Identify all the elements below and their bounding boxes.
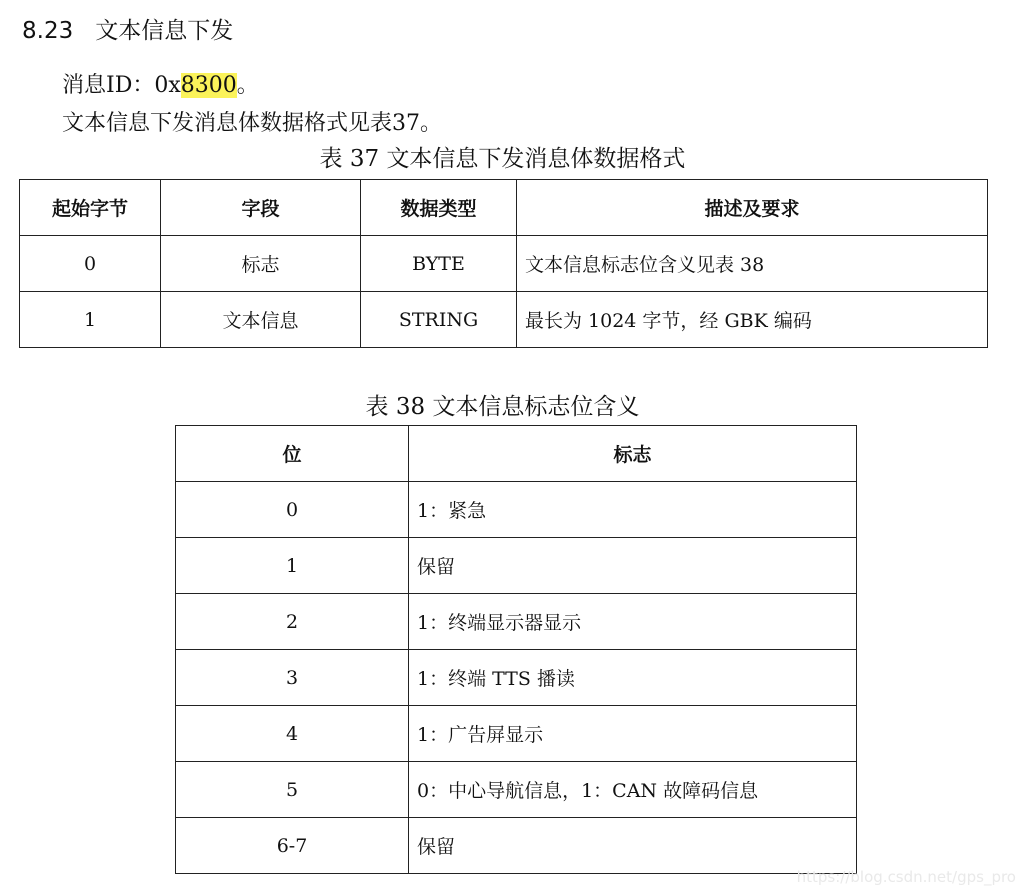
message-id-line [62,70,259,102]
message-id-prefix: 消息ID：0x [62,73,181,98]
table37-cell: 最长为 1024 字节，经 GBK 编码 [517,292,988,348]
table-row [176,594,857,650]
table37-header-data-type: 数据类型 [361,180,517,236]
table-row [176,818,857,874]
table38-header-bit: 位 [176,426,409,482]
table38-header-flag: 标志 [409,426,857,482]
table37-cell: BYTE [361,236,517,292]
table-row [176,706,857,762]
table38-cell: 保留 [409,538,857,594]
table38-cell: 4 [176,706,409,762]
message-id-suffix: 。 [236,73,259,98]
table38-cell: 1 [176,538,409,594]
table37-cell: 标志 [161,236,361,292]
table38-header-row [176,426,857,482]
table37-cell: 0 [20,236,161,292]
table38-cell: 0：中心导航信息，1：CAN 故障码信息 [409,762,857,818]
table38-cell: 0 [176,482,409,538]
table38-caption: 表 38 文本信息标志位含义 [365,394,640,420]
table37-cell: 1 [20,292,161,348]
table38-cell: 3 [176,650,409,706]
table37-header-row [20,180,988,236]
table38-cell: 6-7 [176,818,409,874]
section-number: 8.23 [22,18,74,44]
table37-header-description: 描述及要求 [517,180,988,236]
table38-cell: 1：终端显示器显示 [409,594,857,650]
table37-header-start-byte: 起始字节 [20,180,161,236]
table-row [20,236,988,292]
table38-cell: 2 [176,594,409,650]
table-row [176,650,857,706]
table-row [176,538,857,594]
table38-cell: 保留 [409,818,857,874]
table38-cell: 5 [176,762,409,818]
section-title: 文本信息下发 [95,18,234,44]
table37-cell: STRING [361,292,517,348]
table38 [175,425,857,874]
table37-header-field: 字段 [161,180,361,236]
table38-cell: 1：紧急 [409,482,857,538]
table-row [176,482,857,538]
section-heading [22,14,233,48]
table-row [20,292,988,348]
table37-caption: 表 37 文本信息下发消息体数据格式 [319,146,686,172]
table37-cell: 文本信息标志位含义见表 38 [517,236,988,292]
watermark: https://blog.csdn.net/gps_pro [796,868,1016,886]
table37 [19,179,988,348]
table37-cell: 文本信息 [161,292,361,348]
table38-cell: 1：终端 TTS 播读 [409,650,857,706]
format-description-line: 文本信息下发消息体数据格式见表37。 [62,111,442,136]
table-row [176,762,857,818]
table38-cell: 1：广告屏显示 [409,706,857,762]
message-id-highlight: 8300 [180,73,237,98]
